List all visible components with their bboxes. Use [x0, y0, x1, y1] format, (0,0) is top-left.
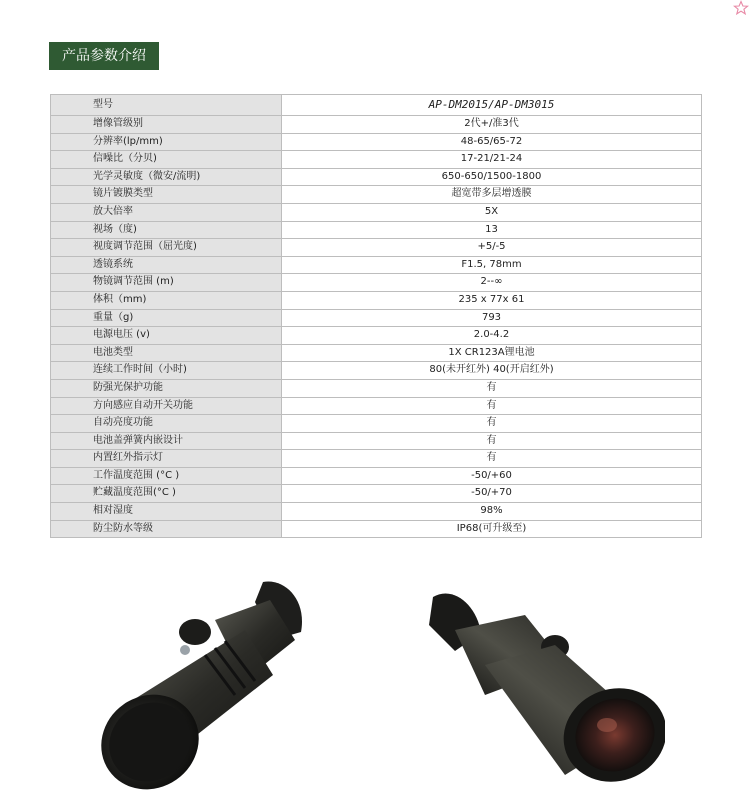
spec-label: 防强光保护功能 [51, 379, 282, 397]
spec-value: 5X [282, 203, 702, 221]
spec-value: IP68(可升级至) [282, 520, 702, 538]
spec-row [51, 151, 702, 169]
spec-label: 光学灵敏度（微安/流明) [51, 168, 282, 186]
spec-row [51, 415, 702, 433]
spec-label: 工作温度范围 (°C ) [51, 467, 282, 485]
spec-value: 13 [282, 221, 702, 239]
spec-row [51, 379, 702, 397]
spec-label: 放大倍率 [51, 203, 282, 221]
spec-row [51, 186, 702, 204]
spec-label: 信噪比（分贝) [51, 151, 282, 169]
spec-value: 有 [282, 397, 702, 415]
spec-table [50, 94, 702, 538]
spec-label: 电池类型 [51, 344, 282, 362]
spec-row [51, 344, 702, 362]
spec-row [51, 327, 702, 345]
spec-row [51, 221, 702, 239]
spec-label: 视场（度) [51, 221, 282, 239]
spec-value: F1.5, 78mm [282, 256, 702, 274]
spec-value: 1X CR123A锂电池 [282, 344, 702, 362]
spec-value: 2代+/准3代 [282, 116, 702, 134]
spec-row [51, 133, 702, 151]
spec-value: -50/+60 [282, 467, 702, 485]
spec-value: 有 [282, 379, 702, 397]
spec-value: AP-DM2015/AP-DM3015 [282, 95, 702, 116]
spec-value: 48-65/65-72 [282, 133, 702, 151]
spec-row [51, 467, 702, 485]
spec-row [51, 239, 702, 257]
spec-label: 型号 [51, 95, 282, 116]
spec-value: 超宽带多层增透膜 [282, 186, 702, 204]
spec-value: 有 [282, 415, 702, 433]
spec-label: 增像管级别 [51, 116, 282, 134]
spec-label: 体积（mm) [51, 291, 282, 309]
spec-row [51, 362, 702, 380]
spec-row [51, 450, 702, 468]
spec-label: 电池盖弹簧内嵌设计 [51, 432, 282, 450]
spec-value: 有 [282, 450, 702, 468]
product-image-right [415, 585, 665, 790]
spec-value: 2--∞ [282, 274, 702, 292]
spec-value: +5/-5 [282, 239, 702, 257]
spec-value: 2.0-4.2 [282, 327, 702, 345]
spec-value: 17-21/21-24 [282, 151, 702, 169]
spec-label: 透镜系统 [51, 256, 282, 274]
spec-row [51, 432, 702, 450]
spec-label: 重量（g) [51, 309, 282, 327]
spec-value: 有 [282, 432, 702, 450]
spec-label: 相对湿度 [51, 503, 282, 521]
spec-label: 自动亮度功能 [51, 415, 282, 433]
spec-value: 793 [282, 309, 702, 327]
spec-row [51, 397, 702, 415]
spec-row [51, 485, 702, 503]
section-title: 产品参数介绍 [49, 42, 159, 70]
spec-label: 物镜调节范围 (m) [51, 274, 282, 292]
spec-row [51, 274, 702, 292]
spec-value: -50/+70 [282, 485, 702, 503]
spec-row [51, 520, 702, 538]
spec-label: 方向感应自动开关功能 [51, 397, 282, 415]
spec-row [51, 503, 702, 521]
star-outline-icon[interactable] [733, 0, 749, 16]
spec-row [51, 203, 702, 221]
spec-value: 80(未开红外) 40(开启红外) [282, 362, 702, 380]
spec-label: 连续工作时间（小时) [51, 362, 282, 380]
spec-row [51, 116, 702, 134]
spec-label: 内置红外指示灯 [51, 450, 282, 468]
spec-label: 镜片镀膜类型 [51, 186, 282, 204]
spec-value: 650-650/1500-1800 [282, 168, 702, 186]
spec-label: 贮藏温度范围(°C ) [51, 485, 282, 503]
spec-row [51, 309, 702, 327]
product-image-left [95, 570, 310, 790]
spec-row [51, 95, 702, 116]
spec-label: 防尘防水等级 [51, 520, 282, 538]
spec-row [51, 291, 702, 309]
spec-label: 电源电压 (v) [51, 327, 282, 345]
spec-value: 235 x 77x 61 [282, 291, 702, 309]
spec-label: 分辨率(lp/mm) [51, 133, 282, 151]
spec-row [51, 168, 702, 186]
spec-label: 视度调节范围（屈光度) [51, 239, 282, 257]
spec-value: 98% [282, 503, 702, 521]
spec-row [51, 256, 702, 274]
